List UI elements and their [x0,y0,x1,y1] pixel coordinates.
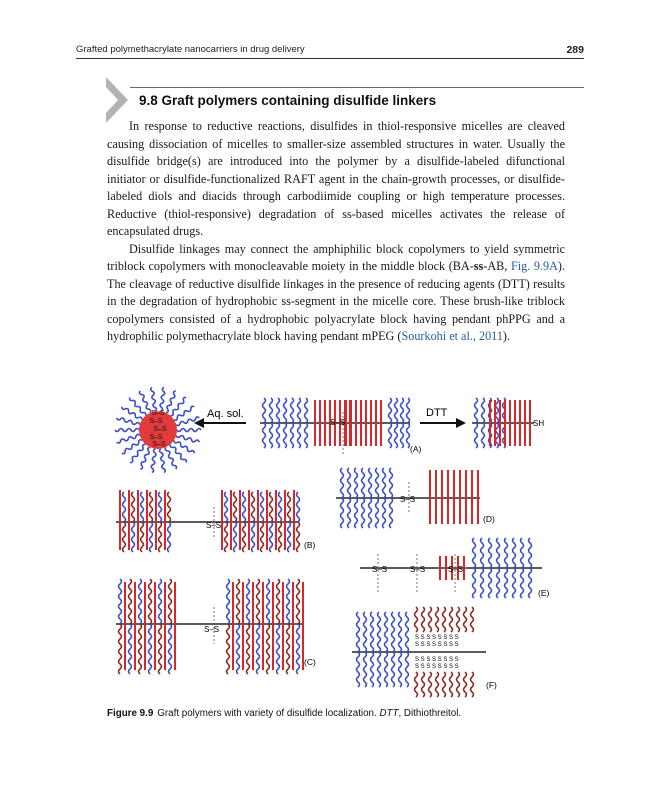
coil-chain [378,652,381,687]
coil-chain [443,607,446,632]
coil-chain [270,423,273,448]
coil-chain [376,498,379,528]
coil-chain [383,498,386,528]
coil-chain [422,607,425,632]
coil-chain [475,423,478,448]
coil-chain [123,492,126,522]
coil-chain [371,652,374,687]
coil-chain [305,423,308,448]
ss-bold: ss [473,259,484,273]
coil-chain [464,607,467,632]
coil-chain [383,468,386,498]
coil-chain [443,672,446,697]
coil-chain [277,398,280,423]
core-label: S–S [149,418,163,425]
coil-chain [159,579,162,624]
ss-label: S–S [204,625,220,634]
coil-chain [457,672,460,697]
coil-chain [489,538,492,568]
coil-chain [247,624,250,674]
coil-chain [429,607,432,632]
coil-chain [139,624,142,674]
citation-link[interactable]: Sourkohi et al., 2011 [401,329,503,343]
core-label: S–S [152,441,166,448]
coil-chain [482,423,485,448]
label-d: (D) [483,514,495,524]
coil-chain [369,468,372,498]
coil-chain [401,398,404,423]
core-label: S–S [153,426,167,433]
coil-chain [277,579,280,624]
paragraph-2-text: ). [502,329,511,343]
micelle-arm [150,387,156,411]
coil-chain [471,607,474,632]
coil-chain [389,423,392,448]
coil-chain [457,607,460,632]
coil-chain [141,522,144,552]
coil-chain [261,522,264,552]
coil-chain [513,538,516,568]
micelle-coil [177,429,201,432]
coil-chain [385,612,388,652]
caption-label: Figure 9.9 [107,708,154,719]
coil-chain [141,492,144,522]
coil-chain [497,568,500,598]
coil-chain [168,522,171,552]
ss-label: S–S [410,565,426,574]
coil-chain [159,624,162,674]
coil-chain [481,538,484,568]
coil-chain [390,498,393,528]
coil-chain [401,423,404,448]
structure-f [352,607,486,697]
coil-chain [415,607,418,632]
micelle-coil [159,387,165,411]
f-ss-row: S S S S S S S S [415,642,459,648]
header-rule [76,58,584,59]
coil-chain [243,522,246,552]
label-c: (C) [304,657,316,667]
coil-chain [471,672,474,697]
coil-chain [129,624,132,674]
dtt-label: DTT [426,407,448,419]
coil-chain [357,612,360,652]
coil-chain [267,579,270,624]
coil-chain [369,498,372,528]
coil-chain [267,624,270,674]
coil-chain [169,624,172,674]
paragraph-2-text: ). The cleavage of reductive disulfide linkages in the presence of reducing agents (DTT) results in the degradation of hydrophobic ss-segment in the micelle core. These brush-like triblock copolymers consisted of a hydrophobic polyacrylate block having pendant phPPG and a hydrophilic polymethacrylate block having pendant mPEG ( [107,259,565,343]
coil-chain [513,568,516,598]
coil-chain [473,538,476,568]
coil-chain [305,398,308,423]
micelle-arm [116,434,140,444]
coil-chain [270,398,273,423]
ss-label: S–S [372,565,388,574]
coil-chain [297,522,300,552]
label-f: (F) [486,680,497,690]
coil-chain [475,398,478,423]
coil-chain [237,579,240,624]
coil-chain [355,498,358,528]
micelle-coil [150,387,156,411]
coil-chain [234,492,237,522]
coil-chain [279,522,282,552]
coil-chain [287,579,290,624]
coil-chain [450,672,453,697]
structure-a [260,398,410,456]
coil-chain [257,579,260,624]
micelle-arm [177,429,201,432]
coil-chain [257,624,260,674]
micelle-arm [121,439,143,454]
figure-reference-link[interactable]: Fig. 9.9A [510,259,558,273]
micelle-arm [173,405,195,420]
coil-chain [505,568,508,598]
coil-chain [450,607,453,632]
coil-chain [149,624,152,674]
coil-chain [399,652,402,687]
coil-chain [341,498,344,528]
coil-chain [392,612,395,652]
coil-chain [385,652,388,687]
coil-chain [150,492,153,522]
coil-chain [150,522,153,552]
micelle-arm [115,429,139,432]
body-text [107,118,565,346]
micelle-coil [116,434,140,444]
coil-chain [149,579,152,624]
figure-caption [107,708,577,719]
coil-chain [348,498,351,528]
sh-label: SH [533,419,545,428]
coil-chain [297,579,300,624]
core-label: S–S [151,410,165,417]
coil-chain [288,492,291,522]
running-title: Grafted polymethacrylate nanocarriers in drug delivery [76,44,305,55]
coil-chain [261,492,264,522]
paragraph-2 [107,241,565,346]
coil-chain [505,538,508,568]
figure-9-9 [110,382,562,704]
coil-chain [415,672,418,697]
aq-sol-label: Aq. sol. [207,408,244,420]
micelle-arm [159,387,165,411]
coil-chain [288,522,291,552]
micelle-arm [176,416,200,426]
micelle-coil [159,449,165,473]
coil-chain [227,579,230,624]
coil-chain [284,398,287,423]
coil-chain [132,492,135,522]
paragraph-1: In response to reductive reactions, disulfides in thiol-responsive micelles are cleaved causing dissociation of micelles to smaller-size assembled structures in water. Usually the disulfide bridge(s) are introduced into the polymer by a disulfide-labeled difunctional initiator or disulfide-functionalized RAFT agent in the chain-growth processes, or disulfide-labeled diols and diacids through carbodiimide coupling or high temperature processes. Reductive (thiol-responsive) degradation of ss-based micelles activates the release of encapsulated drugs. [107,119,565,238]
coil-chain [362,468,365,498]
coil-chain [270,492,273,522]
coil-chain [395,423,398,448]
micelle-coil [150,449,156,473]
coil-chain [473,568,476,598]
coil-chain [371,612,374,652]
coil-chain [399,612,402,652]
coil-chain [521,538,524,568]
coil-chain [247,579,250,624]
coil-chain [497,538,500,568]
coil-chain [407,398,410,423]
coil-chain [429,672,432,697]
ss-label: S–S [330,418,346,427]
coil-chain [227,624,230,674]
coil-chain [119,624,122,674]
page-number: 289 [566,44,584,56]
coil-chain [390,468,393,498]
structure-a-cleaved [472,398,534,448]
coil-chain [263,423,266,448]
coil-chain [392,652,395,687]
section-arrow-icon [106,77,132,123]
coil-chain [357,652,360,687]
coil-chain [123,522,126,552]
ss-label: S–S [206,521,222,530]
coil-chain [298,423,301,448]
coil-chain [252,522,255,552]
coil-chain [279,492,282,522]
micelle-arm [150,449,156,473]
micelle-coil [121,439,143,454]
coil-chain [237,624,240,674]
coil-chain [252,492,255,522]
section-rule [130,87,584,88]
micelle [115,387,201,473]
coil-chain [297,492,300,522]
label-e: (E) [538,588,550,598]
coil-chain [406,652,409,687]
paragraph-2-text: Disulfide linkages may connect the amphiphilic block copolymers to yield symmetric triblock copolymers with monocleavable moiety in the middle block (BA- [107,241,565,273]
coil-chain [364,652,367,687]
coil-chain [234,522,237,552]
coil-chain [355,468,358,498]
coil-chain [129,579,132,624]
coil-chain [291,423,294,448]
paragraph-2-text: -AB, [483,259,511,273]
coil-chain [389,398,392,423]
coil-chain [139,579,142,624]
coil-chain [464,672,467,697]
coil-chain [132,522,135,552]
coil-chain [395,398,398,423]
coil-chain [297,624,300,674]
coil-chain [263,398,266,423]
coil-chain [521,568,524,598]
coil-chain [168,492,171,522]
coil-chain [169,579,172,624]
coil-chain [225,522,228,552]
caption-abbr: DTT [379,708,399,719]
coil-chain [482,398,485,423]
core-label: S–S [149,434,163,441]
coil-chain [489,568,492,598]
micelle-coil [176,416,200,426]
coil-chain [298,398,301,423]
coil-chain [287,624,290,674]
label-b: (B) [304,540,316,550]
coil-chain [422,672,425,697]
caption-text: Graft polymers with variety of disulfide localization. [157,708,380,719]
coil-chain [481,568,484,598]
micelle-coil [173,405,195,420]
coil-chain [378,612,381,652]
coil-chain [119,579,122,624]
coil-chain [376,468,379,498]
coil-chain [277,423,280,448]
coil-chain [159,492,162,522]
coil-chain [406,612,409,652]
f-ss-row: S S S S S S S S [415,657,459,663]
coil-chain [341,468,344,498]
coil-chain [270,522,273,552]
coil-chain [436,672,439,697]
ss-label: S–S [400,495,416,504]
coil-chain [362,498,365,528]
section-title: 9.8 Graft polymers containing disulfide linkers [139,93,437,108]
coil-chain [291,398,294,423]
coil-chain [348,468,351,498]
label-a: (A) [410,444,422,454]
coil-chain [277,624,280,674]
coil-chain [225,492,228,522]
ss-label: S–S [448,565,464,574]
f-ss-row: S S S S S S S S [415,664,459,670]
running-head [76,44,584,58]
f-ss-row: S S S S S S S S [415,635,459,641]
micelle-coil [115,429,139,432]
coil-chain [364,612,367,652]
coil-chain [284,423,287,448]
coil-chain [159,522,162,552]
caption-text-end: , Dithiothreitol. [398,708,462,719]
micelle-arm [159,449,165,473]
coil-chain [529,568,532,598]
coil-chain [529,538,532,568]
dtt-arrowhead [456,418,466,428]
coil-chain [243,492,246,522]
coil-chain [436,607,439,632]
